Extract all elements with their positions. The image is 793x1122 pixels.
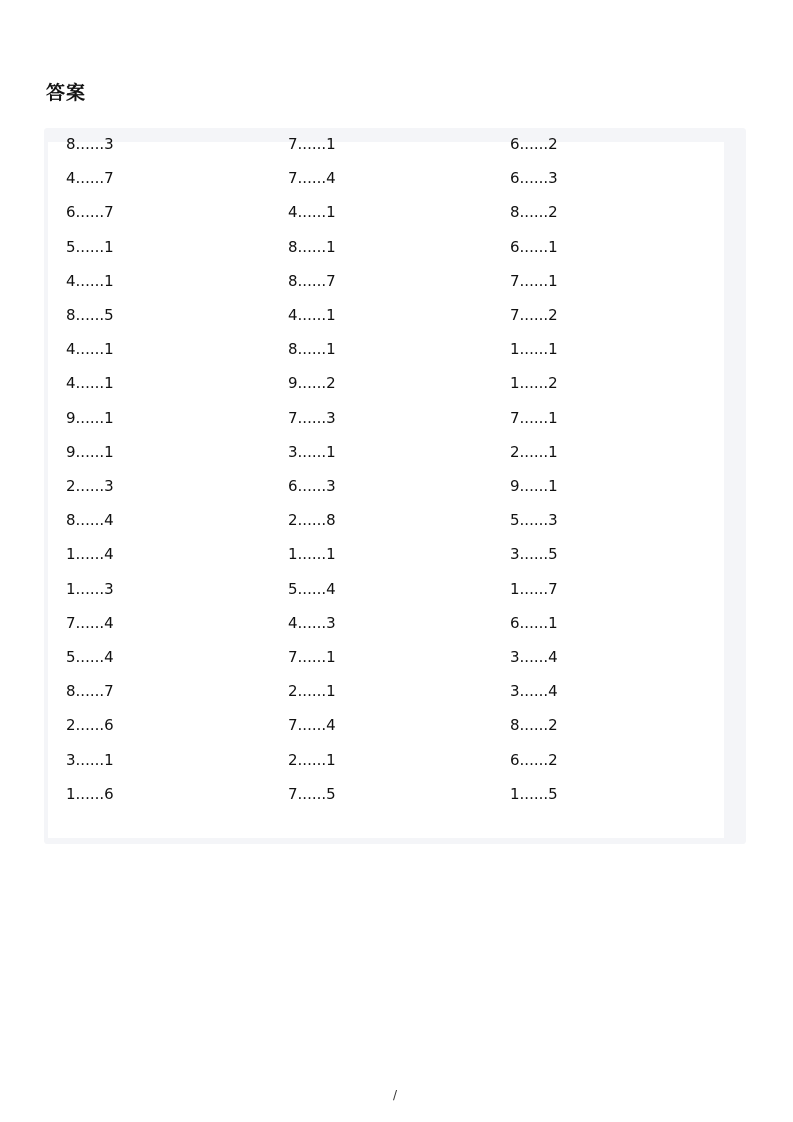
answer-item: 7......2 <box>510 306 558 324</box>
answer-item: 7......4 <box>288 169 336 188</box>
answer-item: 4......1 <box>288 203 336 222</box>
answer-item: 7......5 <box>288 784 336 803</box>
answer-item: 8......2 <box>510 716 558 735</box>
answer-row <box>66 298 566 332</box>
answer-row <box>66 777 566 811</box>
answer-item: 8......5 <box>66 306 114 324</box>
answer-item: 4......1 <box>66 374 114 393</box>
answer-row <box>66 537 566 571</box>
answer-row <box>66 401 566 435</box>
answer-item: 8......1 <box>288 237 336 256</box>
answer-item: 6......3 <box>510 169 558 188</box>
answer-item: 6......7 <box>66 203 114 222</box>
answer-item: 4......3 <box>288 613 336 632</box>
answer-item: 8......2 <box>510 203 558 222</box>
answer-item: 8......3 <box>66 135 114 153</box>
answer-item: 1......4 <box>66 545 114 564</box>
answer-row <box>66 572 566 606</box>
answer-item: 9......1 <box>66 442 114 461</box>
answer-item: 3......1 <box>288 442 336 461</box>
answer-item: 1......2 <box>510 374 558 393</box>
answer-row <box>66 264 566 298</box>
answer-item: 6......2 <box>510 750 558 769</box>
answer-item: 3......4 <box>510 648 558 666</box>
answer-item: 2......8 <box>288 511 336 530</box>
answer-row <box>66 195 566 229</box>
answer-item: 2......1 <box>288 750 336 769</box>
answer-item: 4......1 <box>66 271 114 290</box>
answer-item: 4......1 <box>288 306 336 324</box>
answer-item: 1......3 <box>66 579 114 598</box>
answer-item: 7......1 <box>510 408 558 427</box>
page-title: 答案 <box>46 82 87 104</box>
answer-item: 1......1 <box>510 340 558 359</box>
answer-item: 8......4 <box>66 511 114 530</box>
answer-row <box>66 674 566 708</box>
answer-item: 3......4 <box>510 682 558 701</box>
answer-item: 8......1 <box>288 340 336 359</box>
answer-row <box>66 743 566 777</box>
answer-row <box>66 332 566 366</box>
answer-row <box>66 708 566 742</box>
page-mark: / <box>393 1088 398 1102</box>
answer-row <box>66 366 566 400</box>
answer-row <box>66 640 566 674</box>
answer-item: 2......6 <box>66 716 114 735</box>
answer-item: 7......4 <box>66 613 114 632</box>
answer-item: 3......5 <box>510 545 558 564</box>
answer-item: 2......1 <box>510 442 558 461</box>
answer-item: 7......1 <box>288 648 336 666</box>
answer-item: 4......7 <box>66 169 114 188</box>
answer-row <box>66 606 566 640</box>
answer-item: 1......6 <box>66 784 114 803</box>
answer-item: 4......1 <box>66 340 114 359</box>
answer-row <box>66 127 566 161</box>
answer-item: 7......3 <box>288 408 336 427</box>
answer-item: 5......4 <box>66 648 114 666</box>
answer-item: 5......4 <box>288 579 336 598</box>
answer-item: 7......1 <box>510 271 558 290</box>
answer-item: 1......7 <box>510 579 558 598</box>
answer-item: 9......1 <box>510 477 558 495</box>
answer-row <box>66 469 566 503</box>
answer-item: 9......2 <box>288 374 336 393</box>
answer-item: 1......5 <box>510 784 558 803</box>
answer-item: 2......3 <box>66 477 114 495</box>
answer-item: 6......1 <box>510 237 558 256</box>
answer-item: 2......1 <box>288 682 336 701</box>
answer-item: 8......7 <box>288 271 336 290</box>
answer-item: 1......1 <box>288 545 336 564</box>
answer-item: 8......7 <box>66 682 114 701</box>
answer-item: 9......1 <box>66 408 114 427</box>
answer-item: 5......3 <box>510 511 558 530</box>
answer-item: 6......1 <box>510 613 558 632</box>
answer-row <box>66 503 566 537</box>
answer-item: 7......4 <box>288 716 336 735</box>
answer-row <box>66 435 566 469</box>
answer-row <box>66 161 566 195</box>
answer-row <box>66 230 566 264</box>
answer-item: 5......1 <box>66 237 114 256</box>
answer-item: 6......2 <box>510 135 558 153</box>
answer-item: 6......3 <box>288 477 336 495</box>
answer-item: 3......1 <box>66 750 114 769</box>
answer-item: 7......1 <box>288 135 336 153</box>
